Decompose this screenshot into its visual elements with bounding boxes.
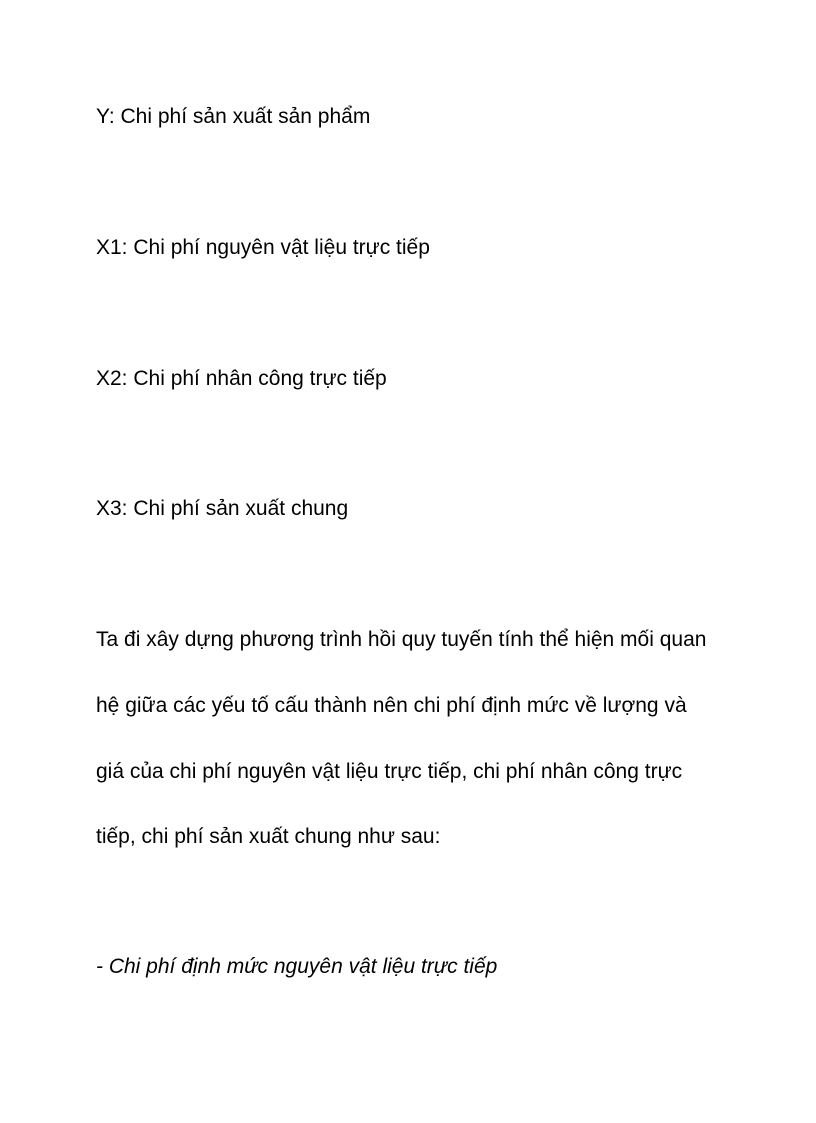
section-heading: - Chi phí định mức nguyên vật liệu trực tiếp <box>96 955 498 978</box>
paragraph-line: hệ giữa các yếu tố cấu thành nên chi phí định mức về lượng và <box>96 694 687 717</box>
definition-x3: X3: Chi phí sản xuất chung <box>96 497 349 520</box>
paragraph-line: giá của chi phí nguyên vật liệu trực tiếp, chi phí nhân công trực <box>96 760 683 783</box>
paragraph-line: Ta đi xây dựng phương trình hồi quy tuyến tính thể hiện mối quan <box>96 628 707 651</box>
paragraph-line: tiếp, chi phí sản xuất chung như sau: <box>96 825 441 848</box>
definition-y: Y: Chi phí sản xuất sản phẩm <box>96 105 371 128</box>
definition-x1: X1: Chi phí nguyên vật liệu trực tiếp <box>96 236 430 259</box>
definition-x2: X2: Chi phí nhân công trực tiếp <box>96 367 387 390</box>
